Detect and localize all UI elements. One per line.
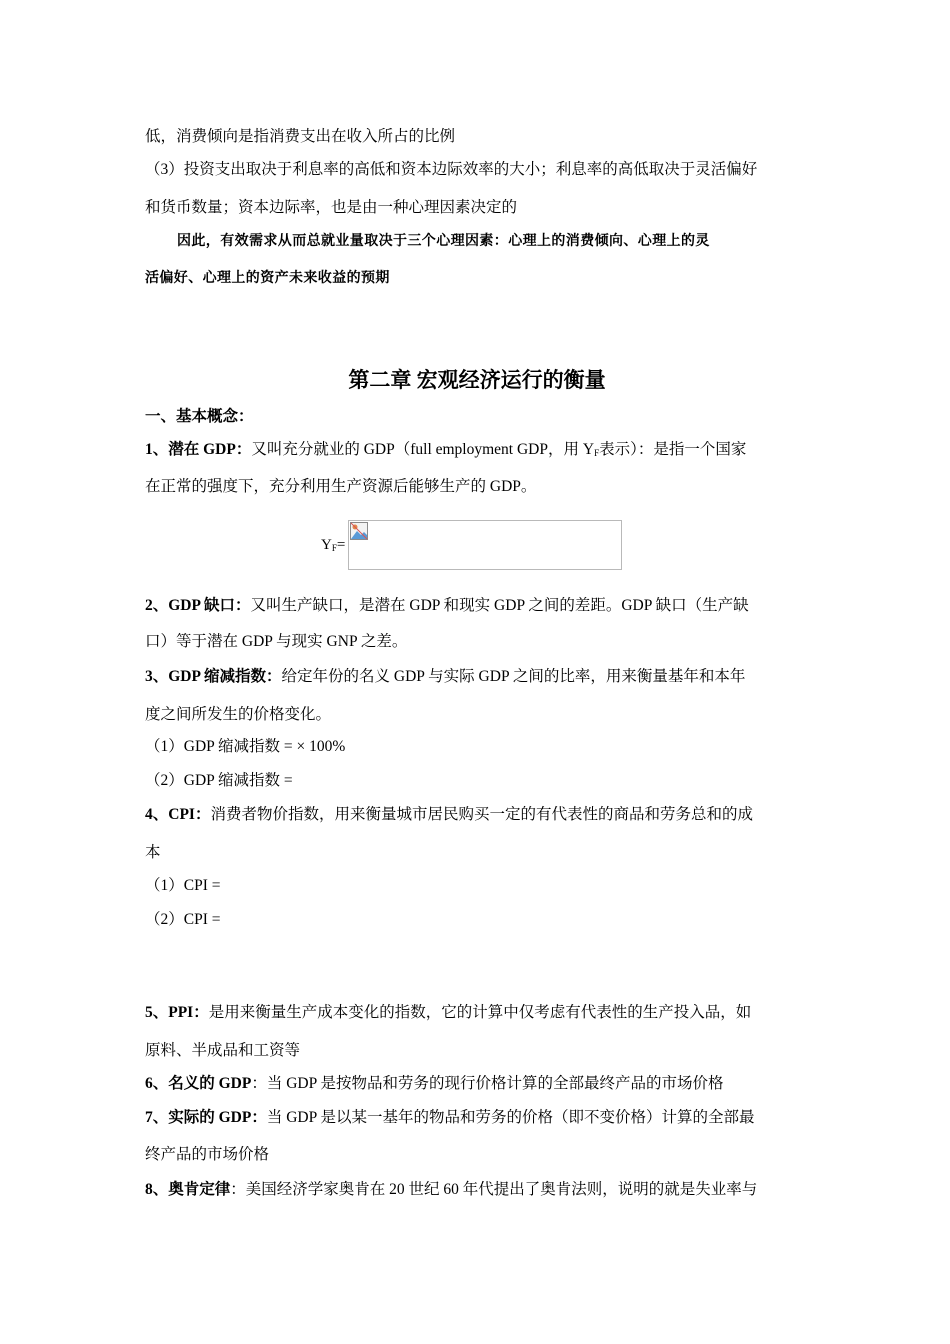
intro-line-3: 和货币数量；资本边际率，也是由一种心理因素决定的 bbox=[145, 199, 518, 216]
item-4-formula-2: （2）CPI = bbox=[145, 911, 221, 928]
item-3-term: 3、GDP 缩减指数： bbox=[145, 668, 282, 685]
item-3-line-2: 度之间所发生的价格变化。 bbox=[145, 706, 332, 723]
item-5-term: 5、PPI： bbox=[145, 1004, 209, 1021]
item-6-text: ：当 GDP 是按物品和劳务的现行价格计算的全部最终产品的市场价格 bbox=[251, 1075, 724, 1092]
item-5-text: 是用来衡量生产成本变化的指数，它的计算中仅考虑有代表性的生产投入品，如 bbox=[208, 1004, 752, 1021]
item-6 bbox=[145, 1074, 724, 1094]
item-3-text: 给定年份的名义 GDP 与实际 GDP 之间的比率，用来衡量基年和本年 bbox=[281, 668, 746, 685]
item-6-term: 6、名义的 GDP bbox=[145, 1075, 252, 1092]
item-4-term: 4、CPI： bbox=[145, 806, 211, 823]
potential-gdp-formula bbox=[321, 520, 622, 570]
item-1 bbox=[145, 440, 746, 463]
item-7-term: 7、实际的 GDP： bbox=[145, 1109, 267, 1126]
item-8-text: ：美国经济学家奥肯在 20 世纪 60 年代提出了奥肯法则，说明的就是失业率与 bbox=[230, 1181, 758, 1198]
intro-line-1: 低，消费倾向是指消费支出在收入所占的比例 bbox=[145, 128, 456, 145]
item-2 bbox=[145, 596, 749, 616]
formula-label: $Y_F=$ bbox=[321, 536, 346, 553]
item-4-formula-1: （1）CPI = bbox=[145, 877, 221, 894]
item-7 bbox=[145, 1108, 755, 1128]
conclusion-line-2: 活偏好、心理上的资产未来收益的预期 bbox=[145, 270, 390, 286]
item-5-line-2: 原料、半成品和工资等 bbox=[145, 1042, 301, 1059]
item-3 bbox=[145, 667, 745, 687]
chapter-title: 第二章 宏观经济运行的衡量 bbox=[348, 368, 606, 392]
item-5 bbox=[145, 1003, 751, 1023]
item-2-term: 2、GDP 缺口： bbox=[145, 597, 251, 614]
item-1-text-b: 表示）：是指一个国家 bbox=[599, 441, 747, 458]
item-8-term: 8、奥肯定律 bbox=[145, 1181, 231, 1198]
item-3-formula-1: （1）GDP 缩减指数 = × 100% bbox=[145, 738, 346, 755]
item-1-line-2: 在正常的强度下，充分利用生产资源后能够生产的 GDP。 bbox=[145, 478, 537, 495]
item-2-line-2: 口）等于潜在 GDP 与现实 GNP 之差。 bbox=[145, 633, 408, 650]
item-7-text: 当 GDP 是以某一基年的物品和劳务的价格（即不变价格）计算的全部最 bbox=[266, 1109, 755, 1126]
item-7-line-2: 终产品的市场价格 bbox=[145, 1146, 270, 1163]
item-4-line-2: 本 bbox=[145, 844, 161, 861]
item-3-formula-2: （2）GDP 缩减指数 = bbox=[145, 772, 293, 789]
item-1-text-a: 又叫充分就业的 GDP（full employment GDP，用 Y bbox=[251, 441, 595, 458]
intro-line-2: （3）投资支出取决于利息率的高低和资本边际效率的大小；利息率的高低取决于灵活偏好 bbox=[145, 161, 758, 178]
broken-image-icon bbox=[350, 522, 368, 540]
item-4-text: 消费者物价指数，用来衡量城市居民购买一定的有代表性的商品和劳务总和的成 bbox=[210, 806, 753, 823]
item-8 bbox=[145, 1180, 757, 1200]
item-2-text: 又叫生产缺口，是潜在 GDP 和现实 GDP 之间的差距。GDP 缺口（生产缺 bbox=[250, 597, 749, 614]
formula-image-frame bbox=[348, 520, 622, 570]
section-title: 一、基本概念： bbox=[145, 408, 254, 425]
item-4 bbox=[145, 805, 753, 825]
item-1-subscript: F bbox=[594, 448, 600, 458]
item-1-term: 1、潜在 GDP： bbox=[145, 441, 252, 458]
conclusion-line-1: 因此，有效需求从而总就业量取决于三个心理因素：心理上的消费倾向、心理上的灵 bbox=[177, 233, 710, 249]
